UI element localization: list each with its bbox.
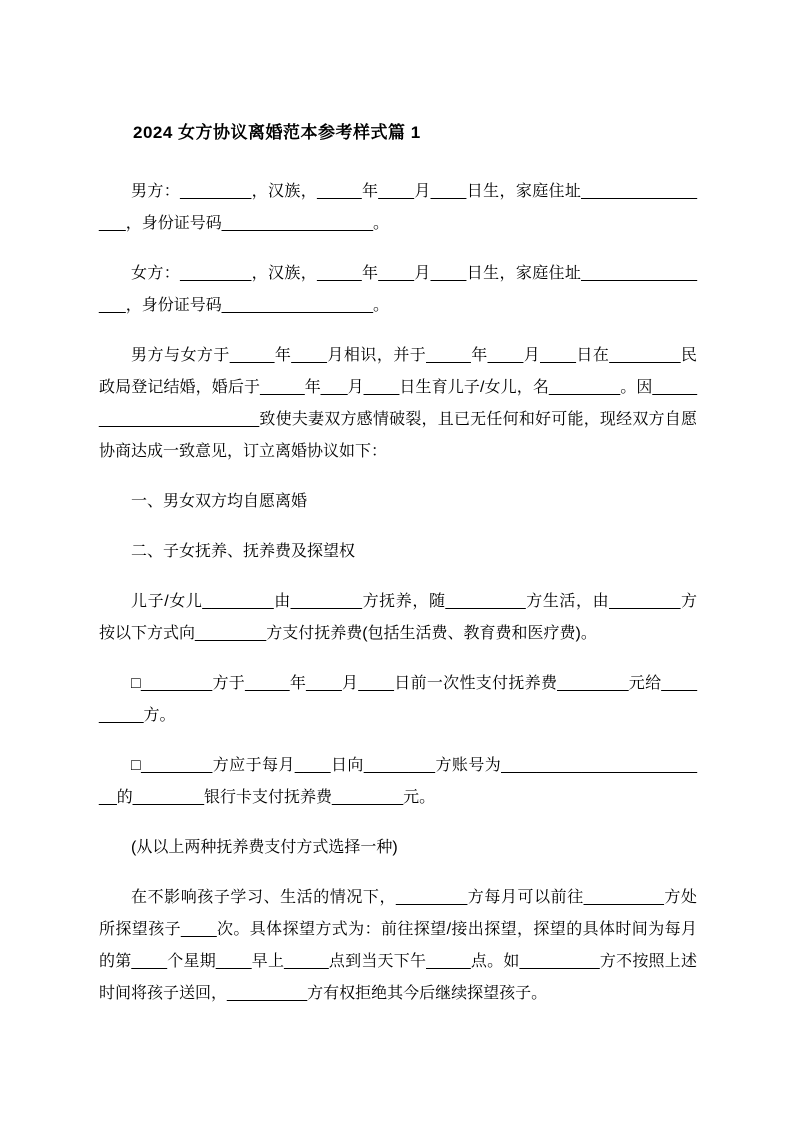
paragraph-custody: 儿子/女儿________由________方抚养，随_________方生活，由________方按以下方式向________方支付抚养费(包括生活费、教育费和医疗费)。	[99, 593, 697, 642]
paragraph-party-female: 女方：________，汉族，_____年____月____日生，家庭住址________________，身份证号码_________________。	[99, 265, 697, 314]
paragraph-marriage-history: 男方与女方于_____年____月相识，并于_____年____月____日在________民政局登记结婚，婚后于_____年___月____日生育儿子/女儿，名________。因_______________________致使夫妻双方感情破裂，且已无任何和好可能，现经双方自愿协商达成一致意见，订立离婚协议如下：	[99, 347, 697, 460]
paragraph-payment-option-lump-sum: □________方于_____年____月____日前一次性支付抚养费________元给_________方。	[99, 675, 697, 724]
paragraph-payment-option-monthly: □________方应于每月____日向________方账号为________________________的________银行卡支付抚养费________元。	[99, 757, 697, 806]
paragraph-party-male: 男方：________，汉族，_____年____月____日生，家庭住址________________，身份证号码_________________。	[99, 183, 697, 232]
document-title: 2024 女方协议离婚范本参考样式篇 1	[133, 123, 421, 142]
section-1-heading: 一、男女双方均自愿离婚	[131, 493, 308, 510]
paragraph-payment-note: (从以上两种抚养费支付方式选择一种)	[131, 839, 398, 856]
paragraph-visitation: 在不影响孩子学习、生活的情况下，________方每月可以前往_________方处所探望孩子____次。具体探望方式为：前往探望/接出探望，探望的具体时间为每月的第____个星期____早上_____点到当天下午_____点。如_________方不按照上述时间将孩子送回，_________方有权拒绝其今后继续探望孩子。	[99, 889, 697, 1002]
section-2-heading: 二、子女抚养、抚养费及探望权	[131, 543, 356, 560]
